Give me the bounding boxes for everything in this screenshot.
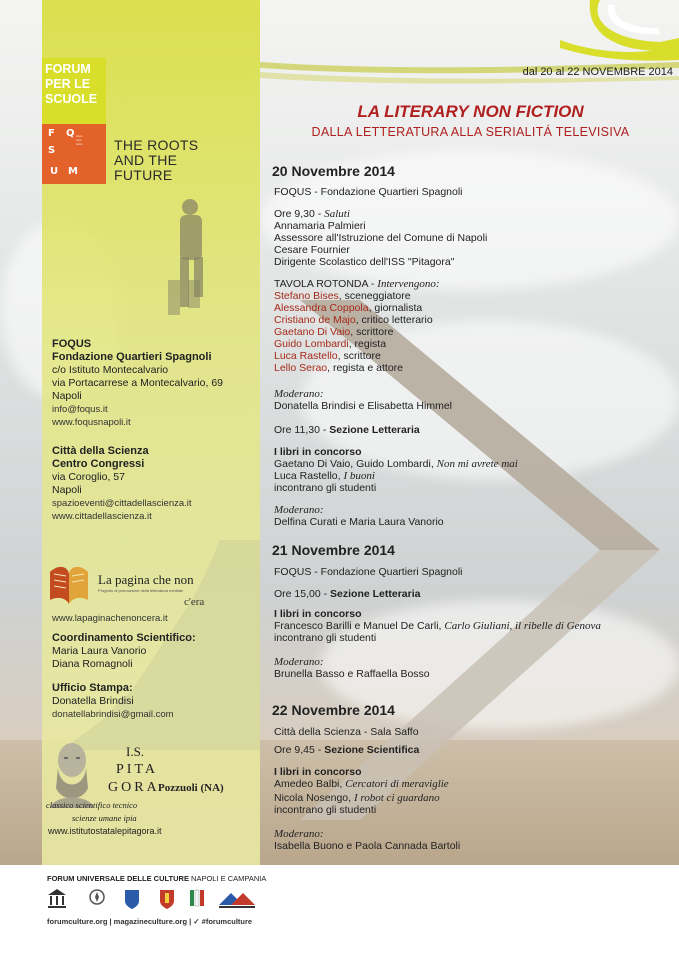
day1-date: 20 Novembre 2014 — [272, 163, 395, 179]
pagina-che-non-cera-logo — [48, 560, 205, 610]
speaker-row: Alessandra Coppola, giornalista — [274, 302, 423, 314]
day1-venue: FOQUS - Fondazione Quartieri Spagnoli — [274, 186, 463, 198]
speaker-row: Guido Lombardi, regista — [274, 338, 387, 350]
coordinamento-block: Coordinamento Scientifico: Maria Laura Vanorio Diana Romagnoli — [52, 632, 196, 670]
sezione-heading: Ore 11,30 - Sezione Letteraria — [274, 424, 420, 436]
walking-man — [160, 195, 220, 315]
chevron-shape — [300, 300, 660, 820]
speaker-row: Cristiano de Majo, critico letterario — [274, 314, 433, 326]
event-subtitle: DALLA LETTERATURA ALLA SERIALITÁ TELEVISIVA — [311, 125, 630, 139]
day2-venue: FOQUS - Fondazione Quartieri Spagnoli — [274, 566, 463, 578]
open-book-icon — [48, 560, 90, 606]
libri-heading: I libri in concorso — [274, 608, 362, 620]
speaker-row: Stefano Bises, sceneggiatore — [274, 290, 411, 302]
speaker-row: Lello Serao, regista e attore — [274, 362, 403, 374]
foqus-contact: FOQUS Fondazione Quartieri Spagnoli c/o Istituto Montecalvario via Portacarrese a Montecalvario, 69 Napoli info@foqus.it www.foqusnapoli.it — [52, 338, 223, 428]
foqus-heading: FOQUS — [52, 338, 92, 350]
footer-links[interactable]: forumculture.org | magazineculture.org | ✓ #forumculture — [47, 917, 253, 926]
sezione-heading: Ore 15,00 - Sezione Letteraria — [274, 588, 421, 600]
forum-per-le-scuole-logo: FORUM PER LE SCUOLE — [42, 58, 106, 124]
libri-heading: I libri in concorso — [274, 446, 362, 458]
speaker-row: Luca Rastello, scrittore — [274, 350, 381, 362]
napoli-emblem-icon — [122, 887, 142, 911]
citta-site-link[interactable]: www.cittadellascienza.it — [52, 511, 152, 522]
event-dates: dal 20 al 22 NOVEMBRE 2014 — [522, 66, 673, 78]
speaker-row: Gaetano Di Vaio, scrittore — [274, 326, 394, 338]
book-row: Nicola Nosengo, I robot ci guardano — [274, 792, 440, 804]
moderano-label: Moderano: — [274, 388, 324, 400]
moderano-names: Donatella Brindisi e Elisabetta Himmel — [274, 400, 452, 412]
coordinamento-heading: Coordinamento Scientifico: — [52, 632, 196, 644]
foqus-site-link[interactable]: www.foqusnapoli.it — [52, 417, 131, 428]
foqus-email-link[interactable]: info@foqus.it — [52, 404, 108, 415]
sezione-heading: Ore 9,45 - Sezione Scientifica — [274, 744, 420, 756]
citta-heading: Città della Scienza — [52, 445, 149, 457]
moderano-names: Delfina Curati e Maria Laura Vanorio — [274, 516, 444, 528]
forum-orange-logo: F Q S U M ▪▪▪▪▪▪ ▪▪▪▪▪ ▪▪▪▪▪▪ — [42, 124, 106, 184]
day2-date: 21 Novembre 2014 — [272, 542, 395, 558]
moderano-names: Isabella Buono e Paola Cannada Bartoli — [274, 840, 461, 852]
sponsor-logos — [47, 887, 262, 917]
ufficio-heading: Ufficio Stampa: — [52, 682, 133, 694]
book-row: Amedeo Balbi, Cercatori di meraviglie — [274, 778, 449, 790]
tavola-rotonda-heading: TAVOLA ROTONDA - Intervengono: — [274, 278, 440, 290]
partner-logo-icon — [217, 887, 257, 911]
pitagora-site-link[interactable]: www.istitutostatalepitagora.it — [48, 826, 162, 836]
roots-and-future-tagline: THE ROOTS AND THE FUTURE — [114, 137, 199, 183]
ministry-emblem-icon — [87, 887, 107, 911]
foqus-subheading: Fondazione Quartieri Spagnoli — [52, 351, 212, 363]
pagina-title: La pagina che non — [98, 572, 194, 587]
moderano-names: Brunella Basso e Raffaella Bosso — [274, 668, 430, 680]
citta-scienza-contact: Città della Scienza Centro Congressi via Coroglio, 57 Napoli spazioeventi@cittadellascienza.it www.cittadellascienza.it — [52, 445, 192, 522]
pagina-tail: c'era — [184, 596, 205, 608]
pagina-site-link[interactable]: www.lapaginachenoncera.it — [52, 613, 168, 624]
campania-logo-icon — [187, 887, 207, 911]
day1-saluti-heading: Ore 9,30 - Saluti — [274, 208, 350, 220]
book-row: Gaetano Di Vaio, Guido Lombardi, Non mi avrete mai — [274, 458, 518, 470]
unesco-logo-icon — [47, 887, 67, 911]
moderano-label: Moderano: — [274, 504, 324, 516]
pagina-site — [52, 612, 168, 625]
event-title: LA LITERARY NON FICTION — [357, 102, 584, 121]
ufficio-email-link[interactable]: donatellabrindisi@gmail.com — [52, 709, 174, 720]
book-row: Francesco Barilli e Manuel De Carli, Carlo Giuliani, il ribelle di Genova — [274, 620, 601, 632]
istituto-pitagora-logo: I.S. PITA GORA Pozzuoli (NA) classico scientifico tecnico scienze umane ipia www.istitutostatalepitagora.it — [46, 738, 256, 848]
day3-date: 22 Novembre 2014 — [272, 702, 395, 718]
footer — [0, 865, 679, 960]
citta-email-link[interactable]: spazioeventi@cittadellascienza.it — [52, 498, 192, 509]
day3-venue: Città della Scienza - Sala Saffo — [274, 726, 419, 738]
footer-title: FORUM UNIVERSALE DELLE CULTURE NAPOLI E CAMPANIA — [47, 874, 267, 883]
pythagoras-bust-icon — [46, 738, 98, 808]
fqsum-fine-print: ▪▪▪▪▪▪ ▪▪▪▪▪ ▪▪▪▪▪▪ — [76, 134, 83, 146]
libri-heading: I libri in concorso — [274, 766, 362, 778]
region-emblem-icon — [157, 887, 177, 911]
book-row: Luca Rastello, I buoni — [274, 470, 375, 482]
moderano-label: Moderano: — [274, 656, 324, 668]
pagina-subtitle: Progetto di promozione della letteratura mediale — [98, 588, 184, 593]
citta-subheading: Centro Congressi — [52, 458, 145, 470]
moderano-label: Moderano: — [274, 828, 324, 840]
ufficio-stampa-block: Ufficio Stampa: Donatella Brindisi donatellabrindisi@gmail.com — [52, 682, 174, 720]
